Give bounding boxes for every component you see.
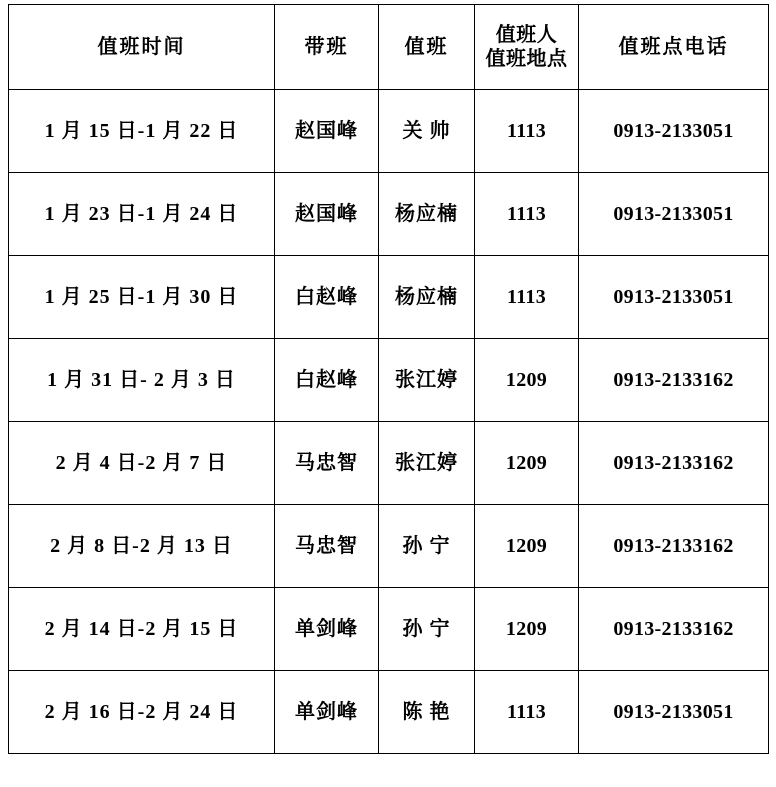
cell-leader: 单剑峰 — [275, 671, 379, 754]
cell-phone: 0913-2133051 — [579, 90, 769, 173]
cell-duty-person: 孙 宁 — [379, 588, 475, 671]
cell-duty-location: 1209 — [475, 339, 579, 422]
table-body — [9, 90, 769, 754]
column-header-duty-person-label: 值班 — [404, 35, 449, 58]
table-row — [9, 256, 769, 339]
table-header — [9, 5, 769, 90]
cell-duty-location: 1113 — [475, 90, 579, 173]
cell-duty-time: 2 月 16 日-2 月 24 日 — [9, 671, 275, 754]
column-header-leader — [275, 5, 379, 90]
column-header-leader-label: 带班 — [304, 35, 349, 58]
cell-duty-person: 杨应楠 — [379, 173, 475, 256]
cell-leader: 赵国峰 — [275, 90, 379, 173]
cell-duty-time: 2 月 4 日-2 月 7 日 — [9, 422, 275, 505]
cell-duty-person: 孙 宁 — [379, 505, 475, 588]
cell-leader: 白赵峰 — [275, 339, 379, 422]
cell-duty-location: 1113 — [475, 173, 579, 256]
column-header-duty-location-line1: 值班人 — [495, 23, 558, 46]
cell-duty-person: 张江婷 — [379, 422, 475, 505]
cell-duty-time: 1 月 23 日-1 月 24 日 — [9, 173, 275, 256]
column-header-phone-label: 值班点电话 — [618, 35, 729, 58]
column-header-duty-location-line2: 值班地点 — [485, 48, 568, 70]
cell-duty-person: 杨应楠 — [379, 256, 475, 339]
cell-duty-person: 关 帅 — [379, 90, 475, 173]
cell-duty-location: 1113 — [475, 671, 579, 754]
cell-leader: 马忠智 — [275, 505, 379, 588]
cell-phone: 0913-2133051 — [579, 671, 769, 754]
cell-phone: 0913-2133162 — [579, 339, 769, 422]
cell-duty-time: 2 月 8 日-2 月 13 日 — [9, 505, 275, 588]
cell-duty-location: 1113 — [475, 256, 579, 339]
duty-schedule-table — [8, 4, 769, 754]
table-row — [9, 588, 769, 671]
cell-phone: 0913-2133051 — [579, 256, 769, 339]
table-row — [9, 505, 769, 588]
cell-phone: 0913-2133162 — [579, 588, 769, 671]
column-header-duty-location — [475, 5, 579, 90]
column-header-duty-person — [379, 5, 475, 90]
cell-phone: 0913-2133051 — [579, 173, 769, 256]
cell-duty-time: 1 月 25 日-1 月 30 日 — [9, 256, 275, 339]
table-row — [9, 90, 769, 173]
table-row — [9, 422, 769, 505]
cell-duty-location: 1209 — [475, 422, 579, 505]
table-row — [9, 671, 769, 754]
cell-duty-time: 2 月 14 日-2 月 15 日 — [9, 588, 275, 671]
table-row — [9, 339, 769, 422]
cell-duty-person: 张江婷 — [379, 339, 475, 422]
column-header-duty-time-label: 值班时间 — [97, 35, 186, 58]
cell-leader: 白赵峰 — [275, 256, 379, 339]
cell-leader: 单剑峰 — [275, 588, 379, 671]
cell-leader: 赵国峰 — [275, 173, 379, 256]
table-row — [9, 173, 769, 256]
cell-duty-location: 1209 — [475, 505, 579, 588]
header-row — [9, 5, 769, 90]
cell-leader: 马忠智 — [275, 422, 379, 505]
cell-phone: 0913-2133162 — [579, 505, 769, 588]
cell-duty-location: 1209 — [475, 588, 579, 671]
cell-duty-time: 1 月 15 日-1 月 22 日 — [9, 90, 275, 173]
column-header-phone — [579, 5, 769, 90]
cell-duty-time: 1 月 31 日- 2 月 3 日 — [9, 339, 275, 422]
cell-phone: 0913-2133162 — [579, 422, 769, 505]
column-header-duty-time — [9, 5, 275, 90]
cell-duty-person: 陈 艳 — [379, 671, 475, 754]
